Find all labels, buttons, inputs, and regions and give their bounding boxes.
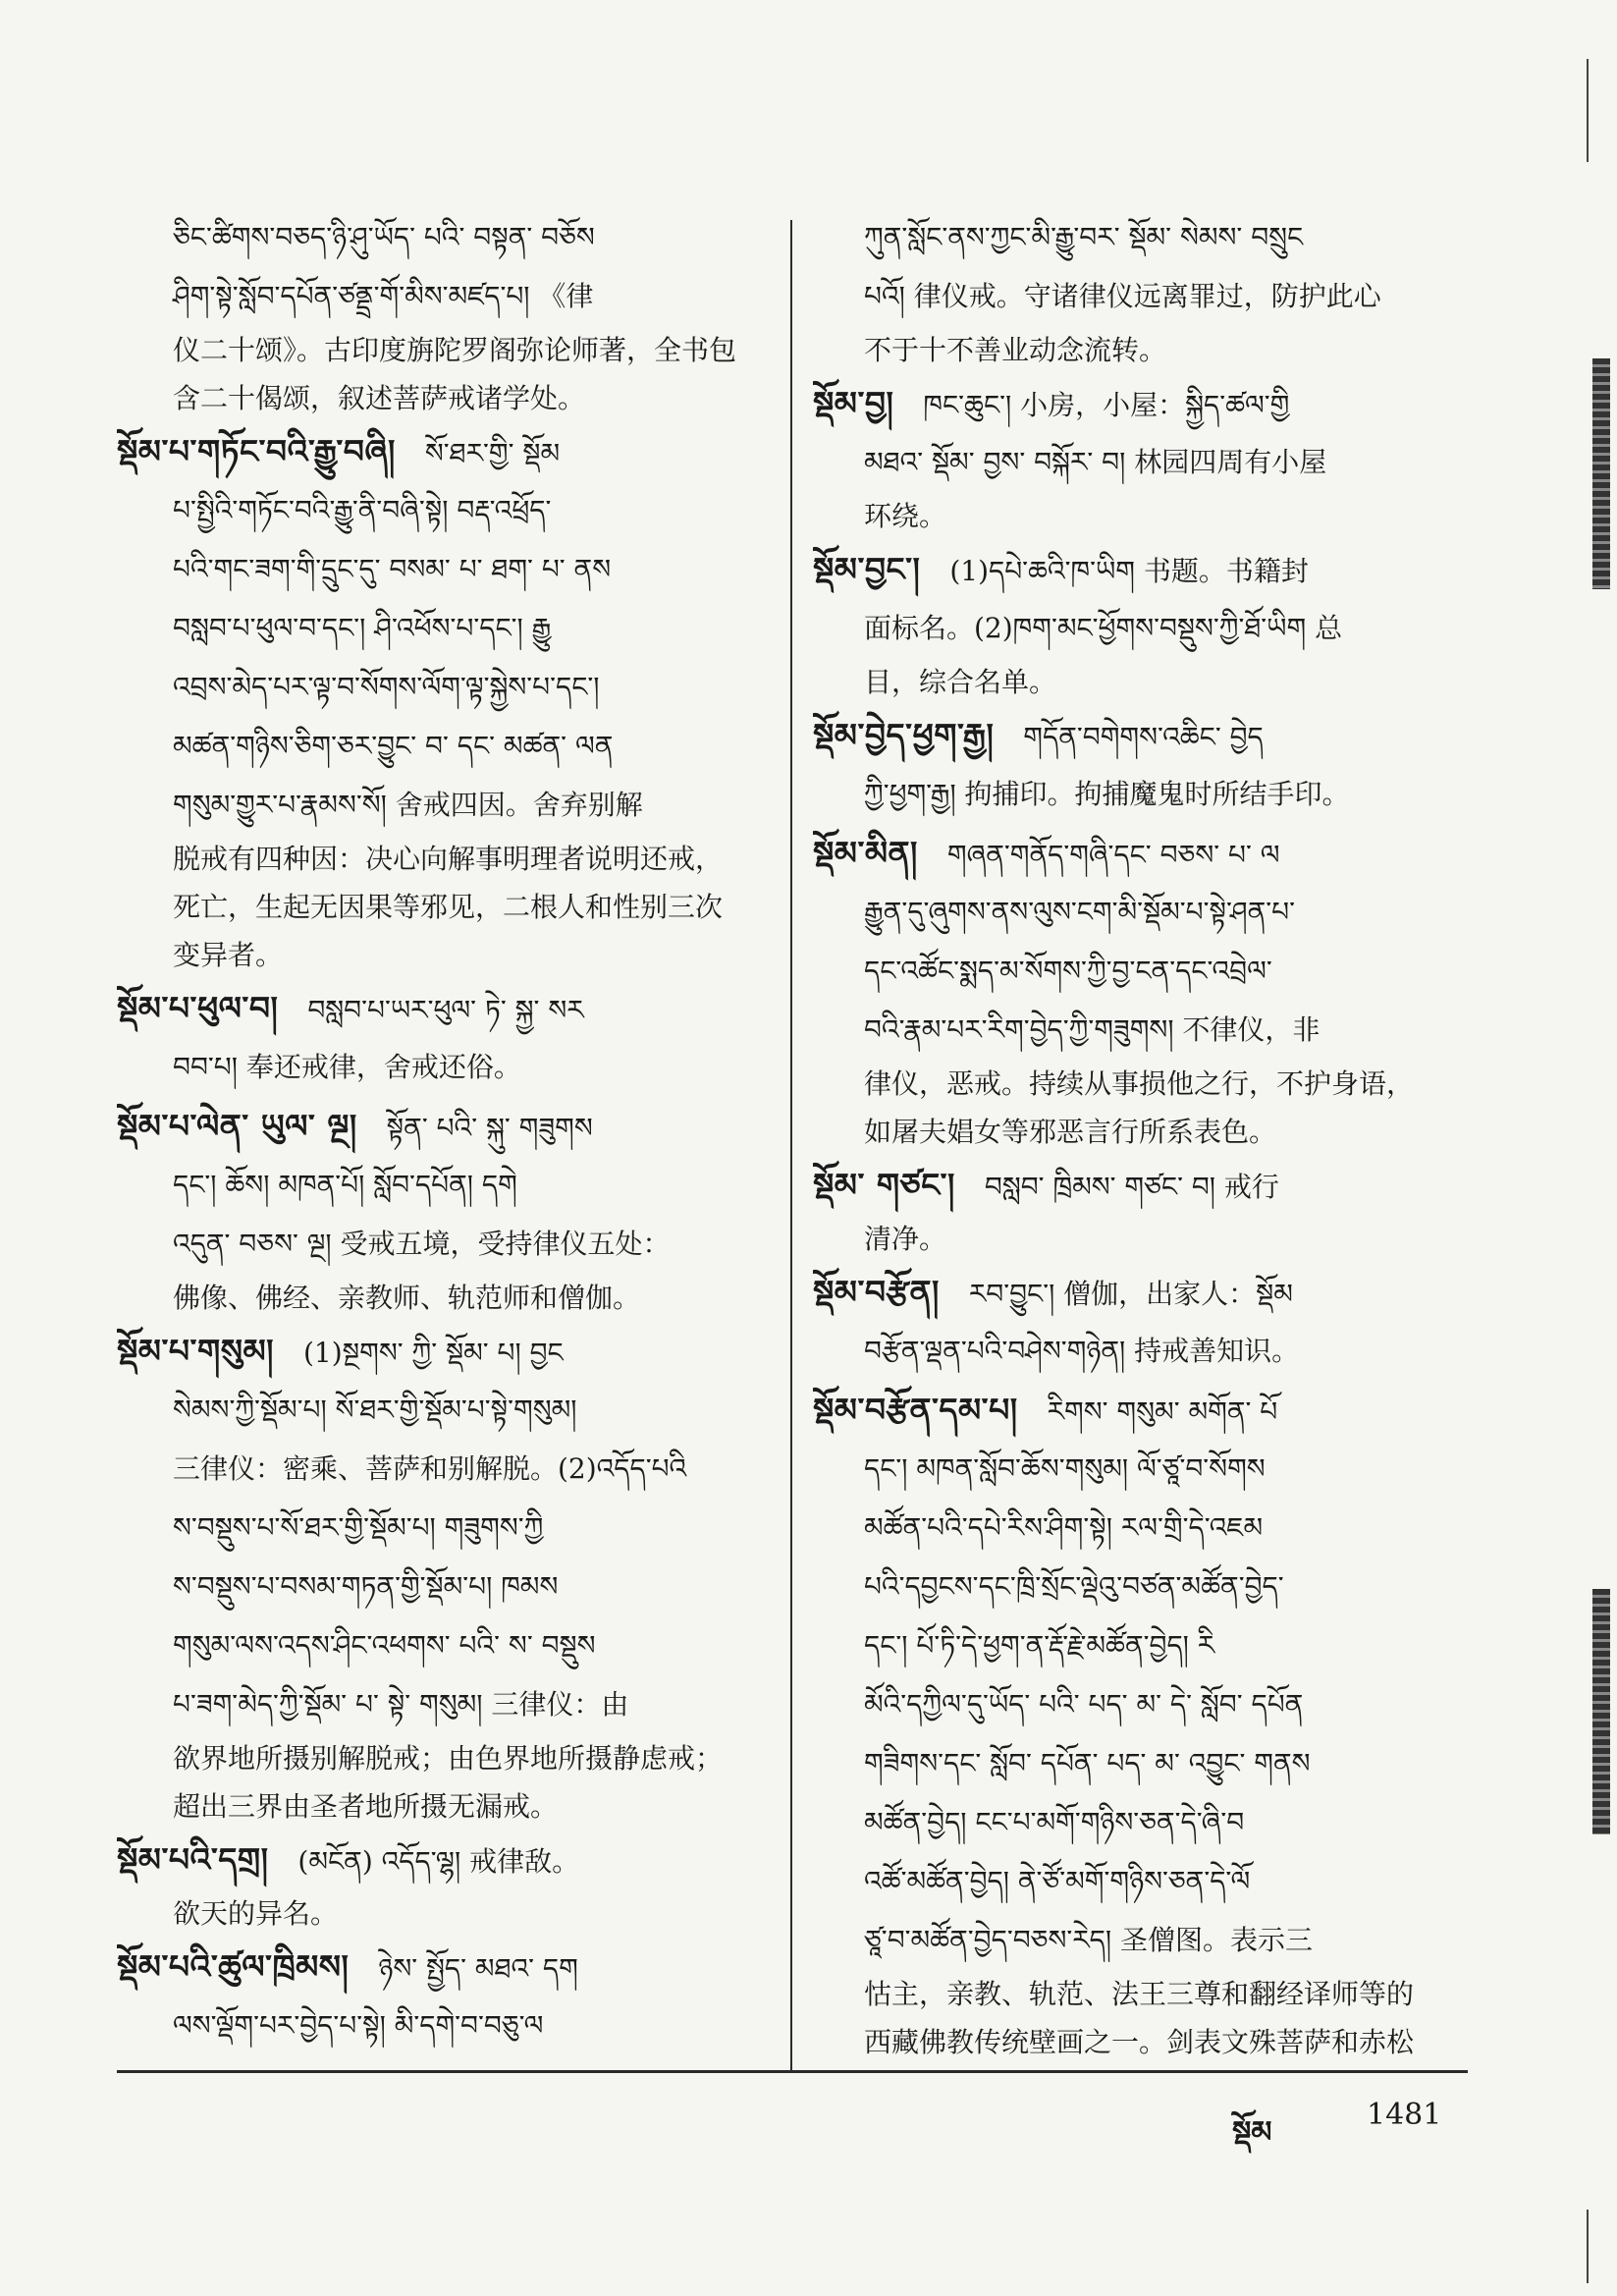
entry-line: 环绕。	[864, 500, 947, 532]
definition-text: (མངོན) འདོད་ལྷ། 戒律敌。	[297, 1845, 580, 1878]
scan-edge-mark	[1587, 59, 1589, 162]
entry-line: 西藏佛教传统壁画之一。剑表文殊菩萨和赤松	[864, 2026, 1415, 2058]
entry-line: 脱戒有四种因：决心向解事明理者说明还戒，	[173, 843, 724, 875]
entry-head-line	[813, 1263, 1469, 1322]
entry-line: 超出三界由圣者地所摄无漏戒。	[173, 1790, 559, 1823]
dictionary-entry	[117, 1938, 765, 2055]
headword: སྡོམ་མིན།	[813, 834, 918, 872]
scan-edge-mark	[1587, 2210, 1589, 2283]
definition-text: རབ་བྱུང་། 僧伽，出家人：སྡོམ	[968, 1278, 1293, 1310]
entry-line: བབ་པ། 奉还戒律，舍戒还俗。	[173, 1051, 521, 1083]
entry-line: 变异者。	[173, 939, 284, 971]
entry-line: ཙཱ་བ་མཚོན་བྱེད་བཅས་རེད། 圣僧图。表示三	[864, 1924, 1314, 1956]
headword: སྡོམ་བྱ།	[813, 384, 894, 422]
dictionary-entry	[117, 1322, 765, 1831]
definition-text: (1)དཔེ་ཆའི་ཁ་ཡིག 书题。书籍封	[949, 555, 1309, 587]
entry-line: 不于十不善业动念流转。	[864, 334, 1167, 366]
entry-line: 佛像、佛经、亲教师、轨范师和僧伽。	[173, 1282, 641, 1314]
entry-line: 仪二十颂》。古印度旃陀罗阁弥论师著，全书包	[173, 334, 737, 366]
entry-head-line	[813, 824, 1469, 883]
definition-text: གཞན་གནོད་གཞི་དང་ བཅས་ པ་ ལ	[946, 839, 1280, 871]
headword: སྡོམ་བྱང་།	[813, 550, 921, 588]
dictionary-entry	[117, 208, 765, 422]
entry-line: པའོ། 律仪戒。守诸律仪远离罪过，防护此心	[864, 280, 1381, 312]
entry-line: བརྩོན་ལྡན་པའི་བཤེས་གཉེན། 持戒善知识。	[864, 1335, 1300, 1367]
left-column	[117, 208, 765, 2055]
entry-line: ཅིང་ཚིགས་བཅད་ཉི་ཤུ་ཡོད་ པའི་ བསྟན་ བཅོས	[173, 221, 595, 253]
entry-head-line	[117, 979, 765, 1038]
entry-line: སེམས་ཀྱི་སྡོམ་པ། སོ་ཐར་གྱི་སྡོམ་པ་སྟེ་གསུམ།	[173, 1394, 577, 1426]
entry-head-line	[813, 540, 1469, 599]
definition-text: གདོན་བགེགས་འཆིང་ བྱེད	[1023, 721, 1264, 753]
dictionary-entry	[117, 1831, 765, 1938]
entry-line: 三律仪：密乘、菩萨和别解脱。(2)འདོད་པའི	[173, 1452, 687, 1485]
entry-head-line	[117, 1097, 765, 1156]
scan-edge-mark	[1592, 1589, 1610, 1834]
dictionary-entry	[813, 208, 1469, 374]
headword: སྡོམ་པ་གཏོང་བའི་རྒྱུ་བཞི།	[117, 432, 396, 470]
entry-head-line	[813, 706, 1469, 765]
entry-line: པ་ཟག་མེད་ཀྱི་སྡོམ་ པ་ སྟེ་ གསུམ། 三律仪：由	[173, 1688, 629, 1721]
definition-text: ཉེས་ སྤྱོད་ མཐའ་ དག	[378, 1952, 578, 1985]
entry-line: འདུན་ བཅས་ ལྔ། 受戒五境，受持律仪五处：	[173, 1228, 671, 1260]
headword: སྡོམ་བརྩོན་དམ་པ།	[813, 1391, 1018, 1429]
entry-head-line	[813, 1156, 1469, 1215]
scan-edge-mark	[1592, 358, 1610, 589]
definition-text: སོ་ཐར་གྱི་ སྡོམ	[424, 437, 561, 469]
column-divider	[790, 220, 792, 2070]
entry-line: འབྲས་མེད་པར་ལྟ་བ་སོགས་ལོག་ལྟ་སྐྱེས་པ་དང་།	[173, 671, 600, 703]
entry-line: 律仪，恶戒。持续从事损他之行，不护身语，	[864, 1067, 1415, 1100]
definition-text: (1)སྔགས་ ཀྱི་ སྡོམ་ པ། བྱང	[302, 1337, 564, 1369]
entry-line: པ་སྤྱིའི་གཏོང་བའི་རྒྱུ་ནི་བཞི་སྟེ། བརྡ་འཕྲོད་	[173, 494, 552, 526]
dictionary-entry	[813, 540, 1469, 706]
right-column	[813, 208, 1469, 2066]
entry-line: གསུམ་གྱུར་པ་རྣམས་སོ། 舍戒四因。舍弃别解	[173, 789, 643, 821]
headword: སྡོམ་བྱེད་ཕྱག་རྒྱ།	[813, 716, 995, 754]
headword: སྡོམ་བརྩོན།	[813, 1273, 940, 1311]
entry-head-line	[117, 1322, 765, 1381]
entry-line: དང་འཚོང་སྨད་མ་སོགས་ཀྱི་བྱ་ངན་དང་འབྲེལ་	[864, 955, 1272, 987]
entry-line: ས་བསྡུས་པ་སོ་ཐར་གྱི་སྡོམ་པ། གཟུགས་ཀྱི	[173, 1511, 544, 1544]
dictionary-entry	[813, 706, 1469, 824]
entry-line: ཀུན་སློང་ནས་ཀྱང་མི་རྒྱུ་བར་ སྡོམ་ སེམས་ བསྲུང	[864, 221, 1304, 253]
running-head: སྡོམ	[1232, 2115, 1272, 2150]
dictionary-entry	[117, 1097, 765, 1322]
footer-rule	[117, 2070, 1468, 2073]
entry-line: 目，综合名单。	[864, 666, 1057, 698]
entry-line: 欲界地所摄别解脱戒；由色界地所摄静虑戒；	[173, 1742, 724, 1775]
headword: སྡོམ་པའི་དགྲ།	[117, 1840, 269, 1879]
entry-line: མོའི་དཀྱིལ་དུ་ཡོད་ པའི་ པད་ མ་ དེ་ སློབ་ དཔོན	[864, 1688, 1304, 1721]
page-number: 1481	[1367, 2098, 1442, 2132]
entry-line: 含二十偈颂，叙述菩萨戒诸学处。	[173, 382, 586, 414]
entry-line: ས་བསྡུས་པ་བསམ་གཏན་གྱི་སྡོམ་པ། ཁམས	[173, 1570, 559, 1603]
dictionary-entry	[813, 1263, 1469, 1381]
entry-line: 如屠夫娼女等邪恶言行所系表色。	[864, 1116, 1277, 1148]
entry-line: བསླབ་པ་ཕུལ་བ་དང་། ཤི་འཕོས་པ་དང་། རྒྱུ	[173, 612, 552, 644]
entry-line: པའི་དབྱངས་དང་ཁྲི་སྲོང་ལྡེའུ་བཙན་མཚོན་བྱེད་	[864, 1570, 1284, 1603]
definition-text: བསླབ་པ་ཡར་ཕུལ་ ཏེ་ སྐྱ་ སར	[307, 994, 584, 1026]
dictionary-entry	[813, 374, 1469, 540]
definition-text: རིགས་ གསུམ་ མགོན་ པོ	[1047, 1395, 1278, 1428]
entry-head-line	[117, 422, 765, 481]
entry-line: 死亡，生起无因果等邪见，二根人和性别三次	[173, 891, 724, 923]
entry-line: ཤིག་སྟེ་སློབ་དཔོན་ཙནྡྲ་གོ་མིས་མཛད་པ། 《律	[173, 280, 594, 312]
dictionary-entry	[813, 824, 1469, 1156]
definition-text: བསླབ་ ཁྲིམས་ གཙང་ བ། 戒行	[984, 1171, 1279, 1203]
entry-head-line	[813, 1381, 1469, 1440]
headword: སྡོམ་པ་ཕུལ་བ།	[117, 989, 279, 1027]
entry-line: བའི་རྣམ་པར་རིག་བྱེད་ཀྱི་གཟུགས། 不律仪，非	[864, 1013, 1321, 1046]
headword: སྡོམ་ གཙང་།	[813, 1166, 955, 1204]
entry-head-line	[117, 1831, 765, 1889]
definition-text: ཁང་ཆུང་། 小房，小屋：སྐྱིད་ཚལ་གྱི	[923, 389, 1290, 421]
dictionary-entry	[813, 1381, 1469, 2066]
entry-line: མཚོན་པའི་དཔེ་རིས་ཤིག་སྟེ། རལ་གྲི་དེ་འཇམ	[864, 1511, 1264, 1544]
headword: སྡོམ་པ་ལེན་ ཡུལ་ ལྔ།	[117, 1107, 357, 1145]
entry-line: 怙主，亲教、轨范、法王三尊和翻经译师等的	[864, 1978, 1415, 2010]
entry-line: པའི་གང་ཟག་གི་དྲུང་དུ་ བསམ་ པ་ ཐག་ པ་ ནས	[173, 553, 612, 585]
dictionary-entry	[117, 422, 765, 979]
entry-line: གཟིགས་དང་ སློབ་ དཔོན་ པད་ མ་ འབྱུང་ གནས	[864, 1747, 1311, 1779]
dictionary-entry	[813, 1156, 1469, 1263]
entry-line: ལས་ལྡོག་པར་བྱེད་པ་སྟེ། མི་དགེ་བ་བཅུ་ལ	[173, 2009, 544, 2042]
headword: སྡོམ་པའི་ཚུལ་ཁྲིམས།	[117, 1947, 350, 1986]
entry-line: ཀྱི་ཕྱག་རྒྱ། 拘捕印。拘捕魔鬼时所结手印。	[864, 778, 1350, 810]
dictionary-entry	[117, 979, 765, 1097]
entry-head-line	[117, 1938, 765, 1996]
entry-line: མཐའ་ སྡོམ་ བྱས་ བསྐོར་ བ། 林园四周有小屋	[864, 446, 1327, 478]
entry-line: མཚོན་བྱེད། ངང་པ་མགོ་གཉིས་ཅན་དེ་ཞི་བ	[864, 1806, 1245, 1838]
entry-line: གསུམ་ལས་འདས་ཤིང་འཕགས་ པའི་ ས་ བསྡུས	[173, 1629, 596, 1662]
headword: སྡོམ་པ་གསུམ།	[117, 1332, 274, 1370]
entry-line: 欲天的异名。	[173, 1897, 339, 1930]
entry-line: 清净。	[864, 1223, 947, 1255]
definition-text: སྟོན་ པའི་ སྐུ་ གཟུགས	[386, 1112, 593, 1144]
entry-line: མཚན་གཉིས་ཅིག་ཅར་བྱུང་ བ་ དང་ མཚན་ ལན	[173, 730, 614, 762]
entry-line: དང་། མཁན་སློབ་ཆོས་གསུམ། ལོ་ཙཱ་བ་སོགས	[864, 1452, 1266, 1485]
entry-line: དང་། ཆོས། མཁན་པོ། སློབ་དཔོན། དགེ	[173, 1169, 517, 1201]
entry-head-line	[813, 374, 1469, 433]
entry-line: རྒྱུན་དུ་ཞུགས་ནས་ལུས་ངག་མི་སྡོམ་པ་སྟེ་ཤན་པ་	[864, 896, 1295, 928]
entry-line: 面标名。(2)ཁག་མང་ཕྱོགས་བསྡུས་ཀྱི་ཐོ་ཡིག 总	[864, 612, 1343, 644]
entry-line: དང་། པོ་ཏི་དེ་ཕྱག་ན་རྡོ་རྗེ་མཚོན་བྱེད། རི	[864, 1629, 1215, 1662]
entry-line: འཚོ་མཚོན་བྱེད། ནེ་ཙོ་མགོ་གཉིས་ཅན་དེ་ལོ	[864, 1865, 1251, 1897]
